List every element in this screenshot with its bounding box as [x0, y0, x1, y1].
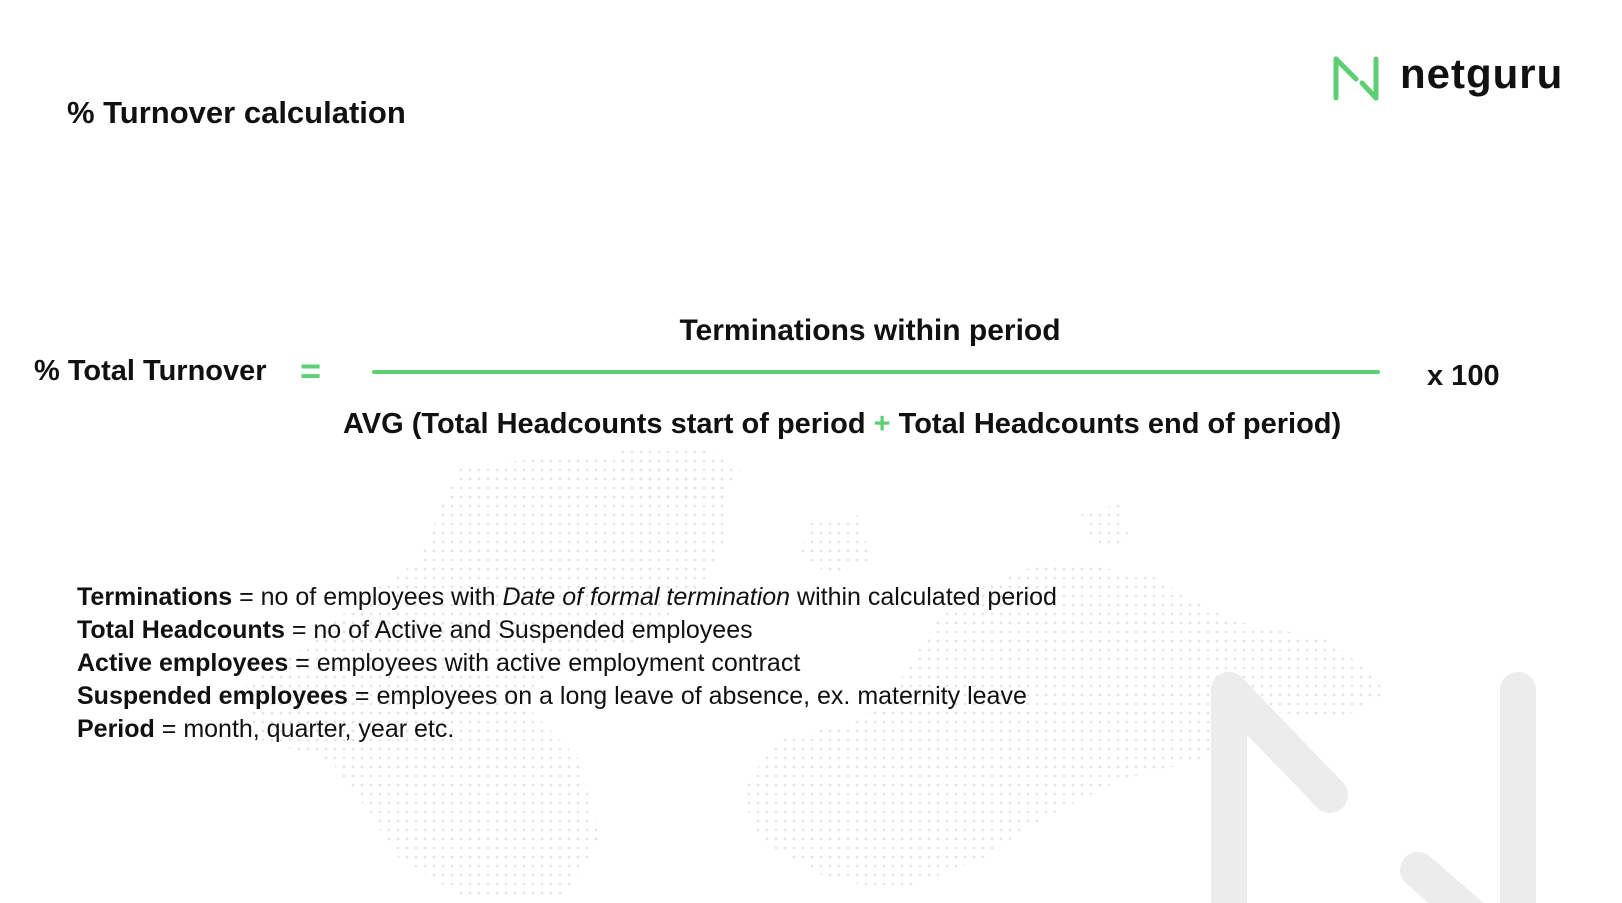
- definition-term: Total Headcounts: [77, 616, 285, 644]
- definition-text: employees with active employment contract: [316, 649, 801, 677]
- definition-period: [77, 713, 1057, 746]
- definition-term: Period: [77, 715, 155, 743]
- formula-lhs: % Total Turnover: [34, 355, 267, 387]
- definition-suspended-employees: [77, 680, 1057, 713]
- watermark-n-icon: [1229, 690, 1518, 903]
- netguru-logo: [1332, 52, 1582, 104]
- formula-numerator: Terminations within period: [679, 314, 1061, 347]
- definition-total-headcounts: [77, 614, 1057, 647]
- netguru-wordmark: netguru: [1400, 50, 1564, 97]
- equals-sign: =: [300, 350, 322, 391]
- definition-eq: =: [295, 649, 310, 677]
- definition-text: no of Active and Suspended employees: [313, 616, 753, 644]
- denominator-start: AVG (Total Headcounts start of period: [343, 408, 866, 440]
- formula-multiplier: x 100: [1427, 360, 1500, 392]
- fraction-bar: [372, 370, 1380, 374]
- definition-eq: =: [161, 715, 177, 743]
- definition-eq: =: [354, 682, 370, 710]
- definition-text-after: within calculated period: [797, 583, 1057, 611]
- definition-text: month, quarter, year etc.: [183, 715, 455, 743]
- definition-term: Active employees: [77, 649, 289, 677]
- definition-term: Terminations: [77, 583, 233, 611]
- definition-active-employees: [77, 647, 1057, 680]
- page-title: % Turnover calculation: [67, 95, 406, 130]
- netguru-n-logo-icon: [1332, 55, 1380, 101]
- definition-text: no of employees with: [260, 583, 496, 611]
- definition-eq: =: [291, 616, 307, 644]
- definition-term: Suspended employees: [77, 682, 348, 710]
- formula-denominator: [343, 408, 1341, 441]
- definition-terminations: [77, 581, 1057, 614]
- plus-sign: +: [873, 408, 891, 440]
- definition-text: employees on a long leave of absence, ex. maternity leave: [376, 682, 1027, 710]
- denominator-end: Total Headcounts end of period): [898, 408, 1342, 440]
- definition-eq: =: [239, 583, 254, 611]
- definition-emphasis: Date of formal termination: [502, 583, 791, 611]
- definitions-list: [77, 581, 1057, 746]
